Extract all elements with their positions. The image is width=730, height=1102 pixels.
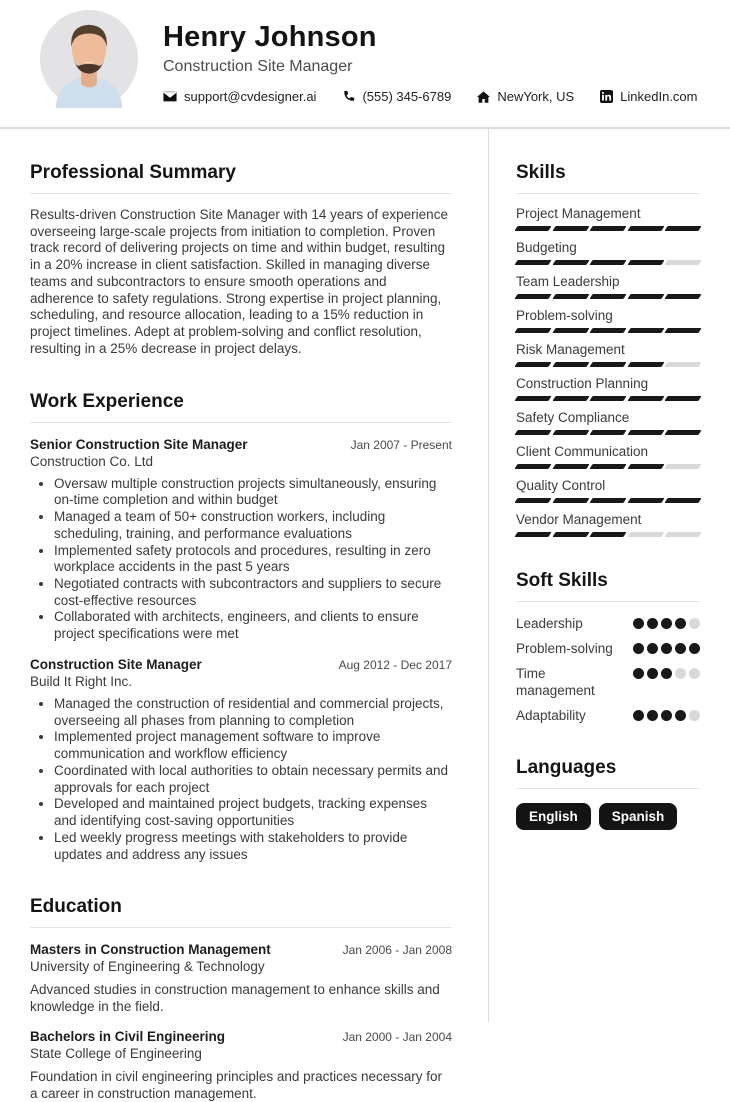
skill-item: [516, 512, 700, 537]
work-experience-section: [30, 391, 452, 864]
header-text: [163, 0, 730, 104]
skill-bar-segment: [514, 226, 551, 231]
soft-skill-dot: [633, 710, 644, 721]
skill-bar-segment: [590, 430, 627, 435]
job-dates: Jan 2007 - Present: [350, 437, 452, 452]
degree-title: Bachelors in Civil Engineering: [30, 1029, 226, 1045]
skill-level-bar: [516, 226, 700, 231]
languages-section: [516, 757, 700, 830]
skill-bar-segment: [627, 430, 664, 435]
job-bullet: • Collaborated with architects, engineers, and clients to ensure project specifications were met: [54, 609, 452, 642]
skill-bar-segment: [590, 328, 627, 333]
soft-skill-dot: [661, 643, 672, 654]
skill-bar-segment: [590, 498, 627, 503]
skill-bar-segment: [552, 532, 589, 537]
skill-bar-segment: [514, 260, 551, 265]
soft-skills-section: [516, 570, 700, 724]
language-pill[interactable]: Spanish: [599, 803, 678, 830]
contact-item[interactable]: [477, 89, 574, 104]
location-icon: [477, 91, 490, 103]
summary-text: Results-driven Construction Site Manager with 14 years of experience overseeing large-scale projects from initiation to completion. Proven track record of delivering projects on time and within budget, resulting in a 20% increase in client satisfaction. Skilled in managing diverse teams and subcontractors to ensure smooth operations and adherence to safety regulations. Strong expertise in project planning, scheduling, and resource allocation, leading to a 15% reduction in project timelines. Adept at problem-solving and conflict resolution, resulting in a 25% decrease in project delays.: [30, 207, 448, 356]
main-column: [30, 129, 452, 1102]
skill-level-bar: [516, 294, 700, 299]
skill-level-bar: [516, 362, 700, 367]
job-company: Construction Co. Ltd: [30, 453, 154, 469]
education-list: [30, 942, 452, 1102]
skill-item: [516, 410, 700, 435]
phone-icon: [342, 90, 355, 103]
skill-bar-segment: [627, 328, 664, 333]
skill-bar-segment: [627, 532, 664, 537]
education-description: Advanced studies in construction management to enhance skills and knowledge in the field.: [30, 982, 440, 1015]
skill-name: Budgeting: [516, 240, 577, 255]
skill-bar-segment: [590, 464, 627, 469]
work-experience-heading: Work Experience: [30, 391, 452, 423]
contact-text: support@cvdesigner.ai: [184, 89, 317, 104]
language-list: [516, 803, 700, 830]
soft-skill-dots: [633, 666, 700, 679]
skill-bar-segment: [665, 430, 702, 435]
soft-skill-item: [516, 666, 700, 700]
skill-name: Vendor Management: [516, 512, 642, 527]
skill-item: [516, 444, 700, 469]
skill-bar-segment: [552, 498, 589, 503]
skill-bar-segment: [627, 260, 664, 265]
skill-level-bar: [516, 396, 700, 401]
skill-level-bar: [516, 498, 700, 503]
person-name: Henry Johnson: [163, 21, 377, 53]
skill-bar-segment: [590, 294, 627, 299]
skill-bar-segment: [552, 464, 589, 469]
soft-skill-dot: [647, 710, 658, 721]
email-icon: [163, 91, 177, 102]
skill-bar-segment: [627, 498, 664, 503]
language-pill[interactable]: English: [516, 803, 591, 830]
skill-bar-segment: [627, 464, 664, 469]
skill-bar-segment: [665, 294, 702, 299]
skill-bar-segment: [552, 260, 589, 265]
avatar: [40, 10, 138, 108]
education-heading: Education: [30, 896, 452, 928]
skill-name: Construction Planning: [516, 376, 649, 391]
skill-bar-segment: [665, 498, 702, 503]
job-title-text: Senior Construction Site Manager: [30, 436, 248, 452]
soft-skill-name: Time management: [516, 665, 595, 698]
soft-skill-dot: [661, 710, 672, 721]
body-columns: [0, 129, 730, 1102]
skill-item: [516, 478, 700, 503]
skill-name: Quality Control: [516, 478, 606, 493]
contact-text: (555) 345-6789: [362, 89, 452, 104]
education-entry-head: [30, 1029, 452, 1044]
education-entry: [30, 942, 452, 1015]
skill-bar-segment: [514, 294, 551, 299]
linkedin-icon: [600, 90, 613, 103]
skill-bar-segment: [627, 362, 664, 367]
soft-skill-dot: [689, 710, 700, 721]
skill-bar-segment: [514, 498, 551, 503]
soft-skill-dot: [661, 668, 672, 679]
soft-skill-item: [516, 641, 700, 658]
education-section: [30, 896, 452, 1102]
skill-name: Safety Compliance: [516, 410, 630, 425]
skill-item: [516, 308, 700, 333]
skill-bar-segment: [590, 532, 627, 537]
skill-bar-segment: [590, 260, 627, 265]
skill-bar-segment: [590, 362, 627, 367]
sidebar: [516, 129, 700, 1022]
job-bullet: • Negotiated contracts with subcontractors and suppliers to secure cost-effective resources: [54, 576, 452, 609]
job-bullet-list: [30, 476, 452, 643]
skill-bar-segment: [627, 396, 664, 401]
education-entry-head: [30, 942, 452, 957]
job-bullet: • Oversaw multiple construction projects simultaneously, ensuring on-time completion and within budget: [54, 476, 452, 509]
school-name: University of Engineering & Technology: [30, 959, 265, 975]
summary-section: [30, 162, 452, 358]
job-bullet: • Developed and maintained project budgets, tracking expenses and identifying cost-saving opportunities: [54, 796, 452, 829]
skill-name: Client Communication: [516, 444, 649, 459]
soft-skill-dot: [675, 668, 686, 679]
job-list: [30, 437, 452, 864]
skills-section: [516, 162, 700, 537]
job-bullet: • Implemented safety protocols and procedures, resulting in zero workplace accidents in the past 5 years: [54, 543, 452, 576]
soft-skill-name: Problem-solving: [516, 640, 613, 656]
skill-bar-segment: [665, 328, 702, 333]
contact-item[interactable]: [163, 89, 316, 104]
skill-bar-segment: [627, 226, 664, 231]
skill-bar-segment: [514, 362, 551, 367]
skill-bar-segment: [514, 328, 551, 333]
skill-bar-segment: [665, 464, 702, 469]
education-entry: [30, 1029, 452, 1102]
languages-heading: Languages: [516, 757, 700, 789]
job-entry-head: [30, 657, 452, 672]
skill-bar-segment: [514, 464, 551, 469]
school-name: State College of Engineering: [30, 1046, 202, 1062]
resume-header: [0, 0, 730, 129]
job-entry-head: [30, 437, 452, 452]
skill-level-bar: [516, 260, 700, 265]
skill-level-bar: [516, 532, 700, 537]
soft-skill-dots: [633, 641, 700, 654]
job-entry: [30, 437, 452, 643]
skills-heading: Skills: [516, 162, 700, 194]
contact-text: LinkedIn.com: [620, 89, 698, 104]
job-company: Build It Right Inc.: [30, 673, 133, 689]
soft-skill-dot: [675, 618, 686, 629]
skill-bar-segment: [552, 430, 589, 435]
skill-item: [516, 274, 700, 299]
skill-name: Problem-solving: [516, 308, 613, 323]
skill-bar-segment: [552, 362, 589, 367]
skill-bar-segment: [665, 362, 702, 367]
skill-item: [516, 240, 700, 265]
column-divider: [488, 129, 489, 1022]
skill-bar-segment: [590, 226, 627, 231]
skill-name: Team Leadership: [516, 274, 620, 289]
job-bullet: • Led weekly progress meetings with stakeholders to provide updates and address any issues: [54, 830, 452, 863]
job-bullet-list: [30, 696, 452, 863]
contact-row: [163, 89, 730, 104]
soft-skill-dot: [675, 643, 686, 654]
skill-name: Risk Management: [516, 342, 625, 357]
contact-item[interactable]: [342, 89, 451, 104]
soft-skill-dots: [633, 616, 700, 629]
soft-skill-dot: [633, 668, 644, 679]
skill-bar-segment: [590, 396, 627, 401]
soft-skill-item: [516, 616, 700, 633]
skill-bar-segment: [665, 532, 702, 537]
soft-skill-dot: [633, 643, 644, 654]
soft-skill-dot: [675, 710, 686, 721]
contact-item[interactable]: [600, 89, 697, 104]
soft-skills-heading: Soft Skills: [516, 570, 700, 602]
soft-skill-dot: [689, 643, 700, 654]
skill-level-bar: [516, 328, 700, 333]
soft-skill-list: [516, 616, 700, 724]
person-job-title: Construction Site Manager: [163, 58, 353, 75]
degree-title: Masters in Construction Management: [30, 942, 271, 958]
skill-bar-segment: [665, 396, 702, 401]
skill-item: [516, 376, 700, 401]
skill-item: [516, 342, 700, 367]
skill-bar-segment: [514, 396, 551, 401]
soft-skill-dot: [689, 668, 700, 679]
soft-skill-dot: [661, 618, 672, 629]
job-bullet: • Coordinated with local authorities to obtain necessary permits and approvals for each project: [54, 763, 452, 796]
contact-text: NewYork, US: [497, 89, 575, 104]
job-bullet: • Managed a team of 50+ construction workers, including scheduling, training, and performance evaluations: [54, 509, 452, 542]
skill-list: [516, 206, 700, 537]
skill-bar-segment: [552, 226, 589, 231]
job-bullet: • Managed the construction of residential and commercial projects, overseeing all phases from planning to completion: [54, 696, 452, 729]
soft-skill-dot: [647, 618, 658, 629]
soft-skill-item: [516, 708, 700, 725]
skill-level-bar: [516, 464, 700, 469]
skill-name: Project Management: [516, 206, 641, 221]
soft-skill-name: Adaptability: [516, 707, 586, 723]
skill-bar-segment: [627, 294, 664, 299]
skill-bar-segment: [514, 430, 551, 435]
skill-level-bar: [516, 430, 700, 435]
skill-bar-segment: [552, 294, 589, 299]
job-entry: [30, 657, 452, 863]
summary-heading: Professional Summary: [30, 162, 452, 194]
skill-bar-segment: [552, 328, 589, 333]
soft-skill-dots: [633, 708, 700, 721]
skill-bar-segment: [665, 226, 702, 231]
job-dates: Aug 2012 - Dec 2017: [338, 657, 452, 672]
skill-bar-segment: [665, 260, 702, 265]
education-dates: Jan 2006 - Jan 2008: [342, 943, 452, 958]
soft-skill-name: Leadership: [516, 616, 583, 631]
skill-item: [516, 206, 700, 231]
soft-skill-dot: [647, 668, 658, 679]
education-dates: Jan 2000 - Jan 2004: [342, 1030, 452, 1045]
skill-bar-segment: [552, 396, 589, 401]
job-bullet: • Implemented project management software to improve communication and workflow efficiency: [54, 729, 452, 762]
soft-skill-dot: [647, 643, 658, 654]
skill-bar-segment: [514, 532, 551, 537]
job-title-text: Construction Site Manager: [30, 656, 202, 672]
avatar-portrait-illustration: [40, 10, 138, 108]
soft-skill-dot: [689, 618, 700, 629]
soft-skill-dot: [633, 618, 644, 629]
education-description: Foundation in civil engineering principles and practices necessary for a career in construction management.: [30, 1069, 442, 1102]
